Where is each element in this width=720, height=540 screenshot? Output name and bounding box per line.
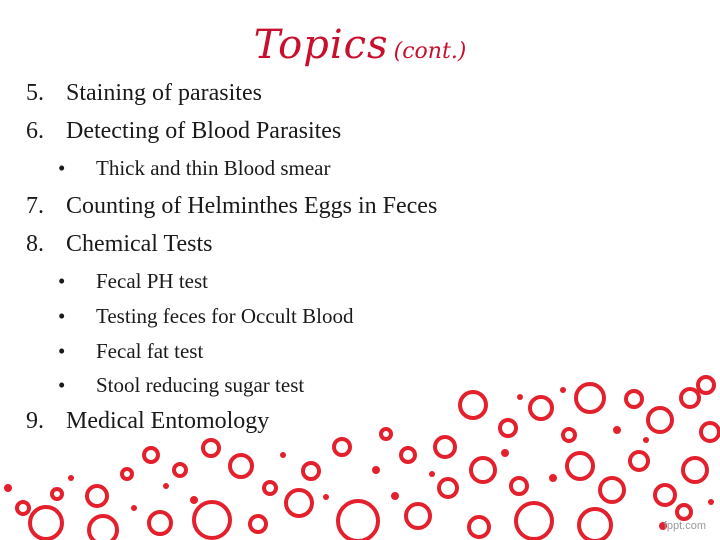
sub-list-item: [58, 156, 330, 181]
watermark: fppt.com: [663, 520, 706, 532]
bullet-icon: •: [58, 339, 66, 363]
list-item: [26, 118, 341, 145]
sub-list-item: [58, 304, 353, 329]
bullet-icon: •: [58, 156, 66, 180]
title-subtitle: (cont.): [393, 39, 467, 64]
bullet-icon: •: [58, 373, 66, 397]
item-text: Staining of parasites: [66, 80, 262, 106]
bullet-icon: •: [58, 269, 66, 293]
item-number: 9.: [26, 408, 44, 434]
sub-list-item: [58, 269, 208, 294]
list-item: [26, 193, 437, 220]
item-number: 6.: [26, 118, 44, 144]
list-item: [26, 80, 262, 107]
sub-list-item: [58, 339, 203, 364]
sub-item-text: Testing feces for Occult Blood: [96, 304, 354, 328]
list-item: [26, 408, 269, 435]
title-main: Topics: [253, 22, 389, 68]
item-number: 5.: [26, 80, 44, 106]
sub-item-text: Fecal PH test: [96, 269, 208, 293]
bullet-icon: •: [58, 304, 66, 328]
item-text: Chemical Tests: [66, 231, 213, 257]
sub-item-text: Thick and thin Blood smear: [96, 156, 331, 180]
item-number: 8.: [26, 231, 44, 257]
item-number: 7.: [26, 193, 44, 219]
list-item: [26, 231, 213, 258]
item-text: Counting of Helminthes Eggs in Feces: [66, 193, 438, 219]
sub-item-text: Stool reducing sugar test: [96, 373, 305, 397]
sub-list-item: [58, 373, 304, 398]
item-text: Detecting of Blood Parasites: [66, 118, 342, 144]
sub-item-text: Fecal fat test: [96, 339, 204, 363]
item-text: Medical Entomology: [66, 408, 270, 434]
slide-title: [0, 22, 720, 68]
